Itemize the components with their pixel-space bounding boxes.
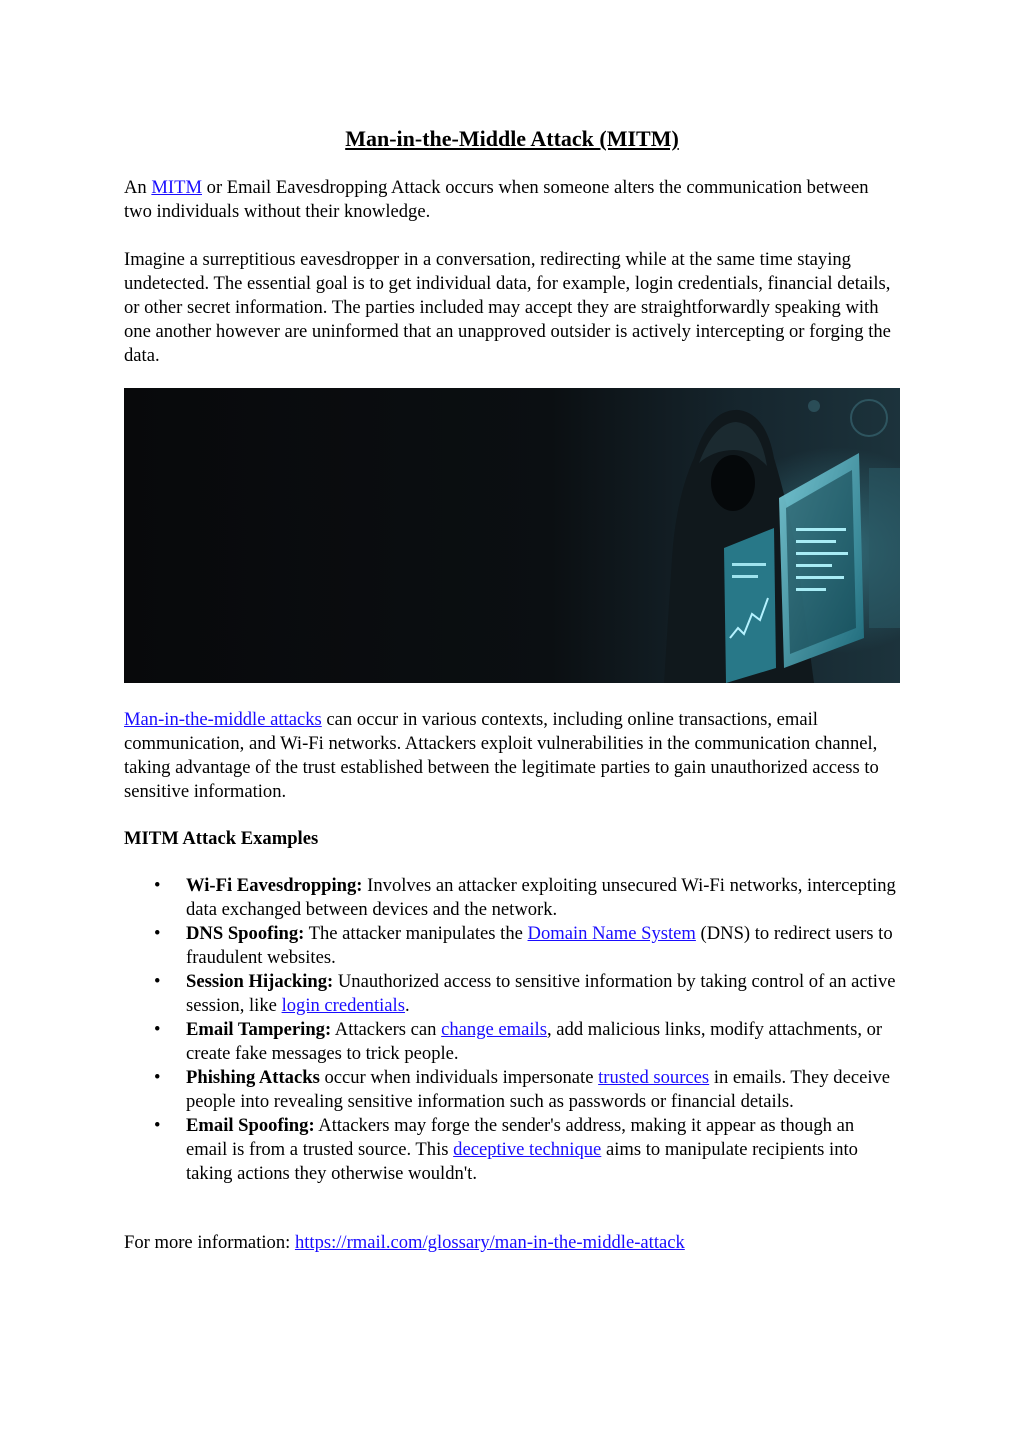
intro-paragraph-1 (124, 176, 900, 224)
more-info-line (124, 1231, 900, 1255)
example-text: Attackers may forge the sender's address, making it appear as though an email is from a trusted source. This (186, 1115, 855, 1160)
hero-image (124, 388, 900, 683)
bullet-icon: • (154, 1115, 161, 1136)
example-term: Email Tampering: (186, 1019, 332, 1040)
change-emails-link[interactable]: change emails (441, 1019, 547, 1040)
bullet-icon: • (154, 875, 161, 896)
mitm-attacks-link[interactable]: Man-in-the-middle attacks (124, 709, 322, 730)
login-credentials-link[interactable]: login credentials (281, 995, 405, 1016)
bullet-icon: • (154, 971, 161, 992)
example-text: occur when individuals impersonate (319, 1067, 599, 1088)
context-paragraph-text: can occur in various contexts, including online transactions, email communication, and Wi-Fi networks. Attackers exploit vulnerabilities in the communication channel, taking advantage of the trust established between the legitimate parties to gain unauthorized access to sensitive information. (124, 709, 879, 802)
example-term: Phishing Attacks (186, 1067, 320, 1088)
example-text-after: aims to manipulate recipients into taking actions they otherwise wouldn't. (186, 1139, 858, 1184)
list-item (124, 970, 900, 1018)
example-text-after: . (404, 995, 410, 1016)
example-text: Unauthorized access to sensitive information by taking control of an active session, like (186, 971, 896, 1016)
monitor-left (724, 528, 776, 683)
domain-name-system-link[interactable]: Domain Name System (527, 923, 696, 944)
bullet-icon: • (154, 923, 161, 944)
example-text: The attacker manipulates the (304, 923, 528, 944)
example-term: Wi-Fi Eavesdropping: (186, 875, 363, 896)
example-text-after: , add malicious links, modify attachments, or create fake messages to trick people. (186, 1019, 883, 1064)
example-term: DNS Spoofing: (186, 923, 305, 944)
list-item (124, 1066, 900, 1114)
list-item (124, 1018, 900, 1066)
bullet-icon: • (154, 1067, 161, 1088)
bullet-icon: • (154, 1019, 161, 1040)
examples-list (124, 874, 900, 1186)
list-item (124, 1114, 900, 1186)
example-text: Attackers can (331, 1019, 442, 1040)
deceptive-technique-link[interactable]: deceptive technique (453, 1139, 602, 1160)
hooded-hacker-illustration (124, 388, 900, 683)
intro-1-before: An (124, 177, 152, 198)
list-item (124, 874, 900, 922)
more-info-link[interactable]: https://rmail.com/glossary/man-in-the-middle-attack (294, 1232, 685, 1253)
page-title: Man-in-the-Middle Attack (MITM) (345, 126, 679, 151)
context-paragraph (124, 708, 900, 804)
intro-1-after: or Email Eavesdropping Attack occurs when someone alters the communication between two individuals without their knowledge. (124, 177, 869, 222)
example-text-after: (DNS) to redirect users to fraudulent websites. (186, 923, 893, 968)
example-term: Session Hijacking: (186, 971, 334, 992)
example-text-after: in emails. They deceive people into revealing sensitive information such as passwords or financial details. (186, 1067, 891, 1112)
more-info-label: For more information: (124, 1232, 295, 1253)
intro-paragraph-2: Imagine a surreptitious eavesdropper in a conversation, redirecting while at the same time staying undetected. The essential goal is to get individual data, for example, login credentials, financial details, or other secret information. The parties included may accept they are straightforwardly speaking with one another however are uninformed that an unapproved outsider is actively intercepting or forging the data. (124, 249, 891, 366)
trusted-sources-link[interactable]: trusted sources (598, 1067, 710, 1088)
example-term: Email Spoofing: (186, 1115, 315, 1136)
example-text: Involves an attacker exploiting unsecured Wi-Fi networks, intercepting data exchanged between devices and the network. (186, 875, 896, 920)
list-item (124, 922, 900, 970)
section-heading: MITM Attack Examples (124, 828, 319, 849)
mitm-link[interactable]: MITM (151, 177, 202, 198)
